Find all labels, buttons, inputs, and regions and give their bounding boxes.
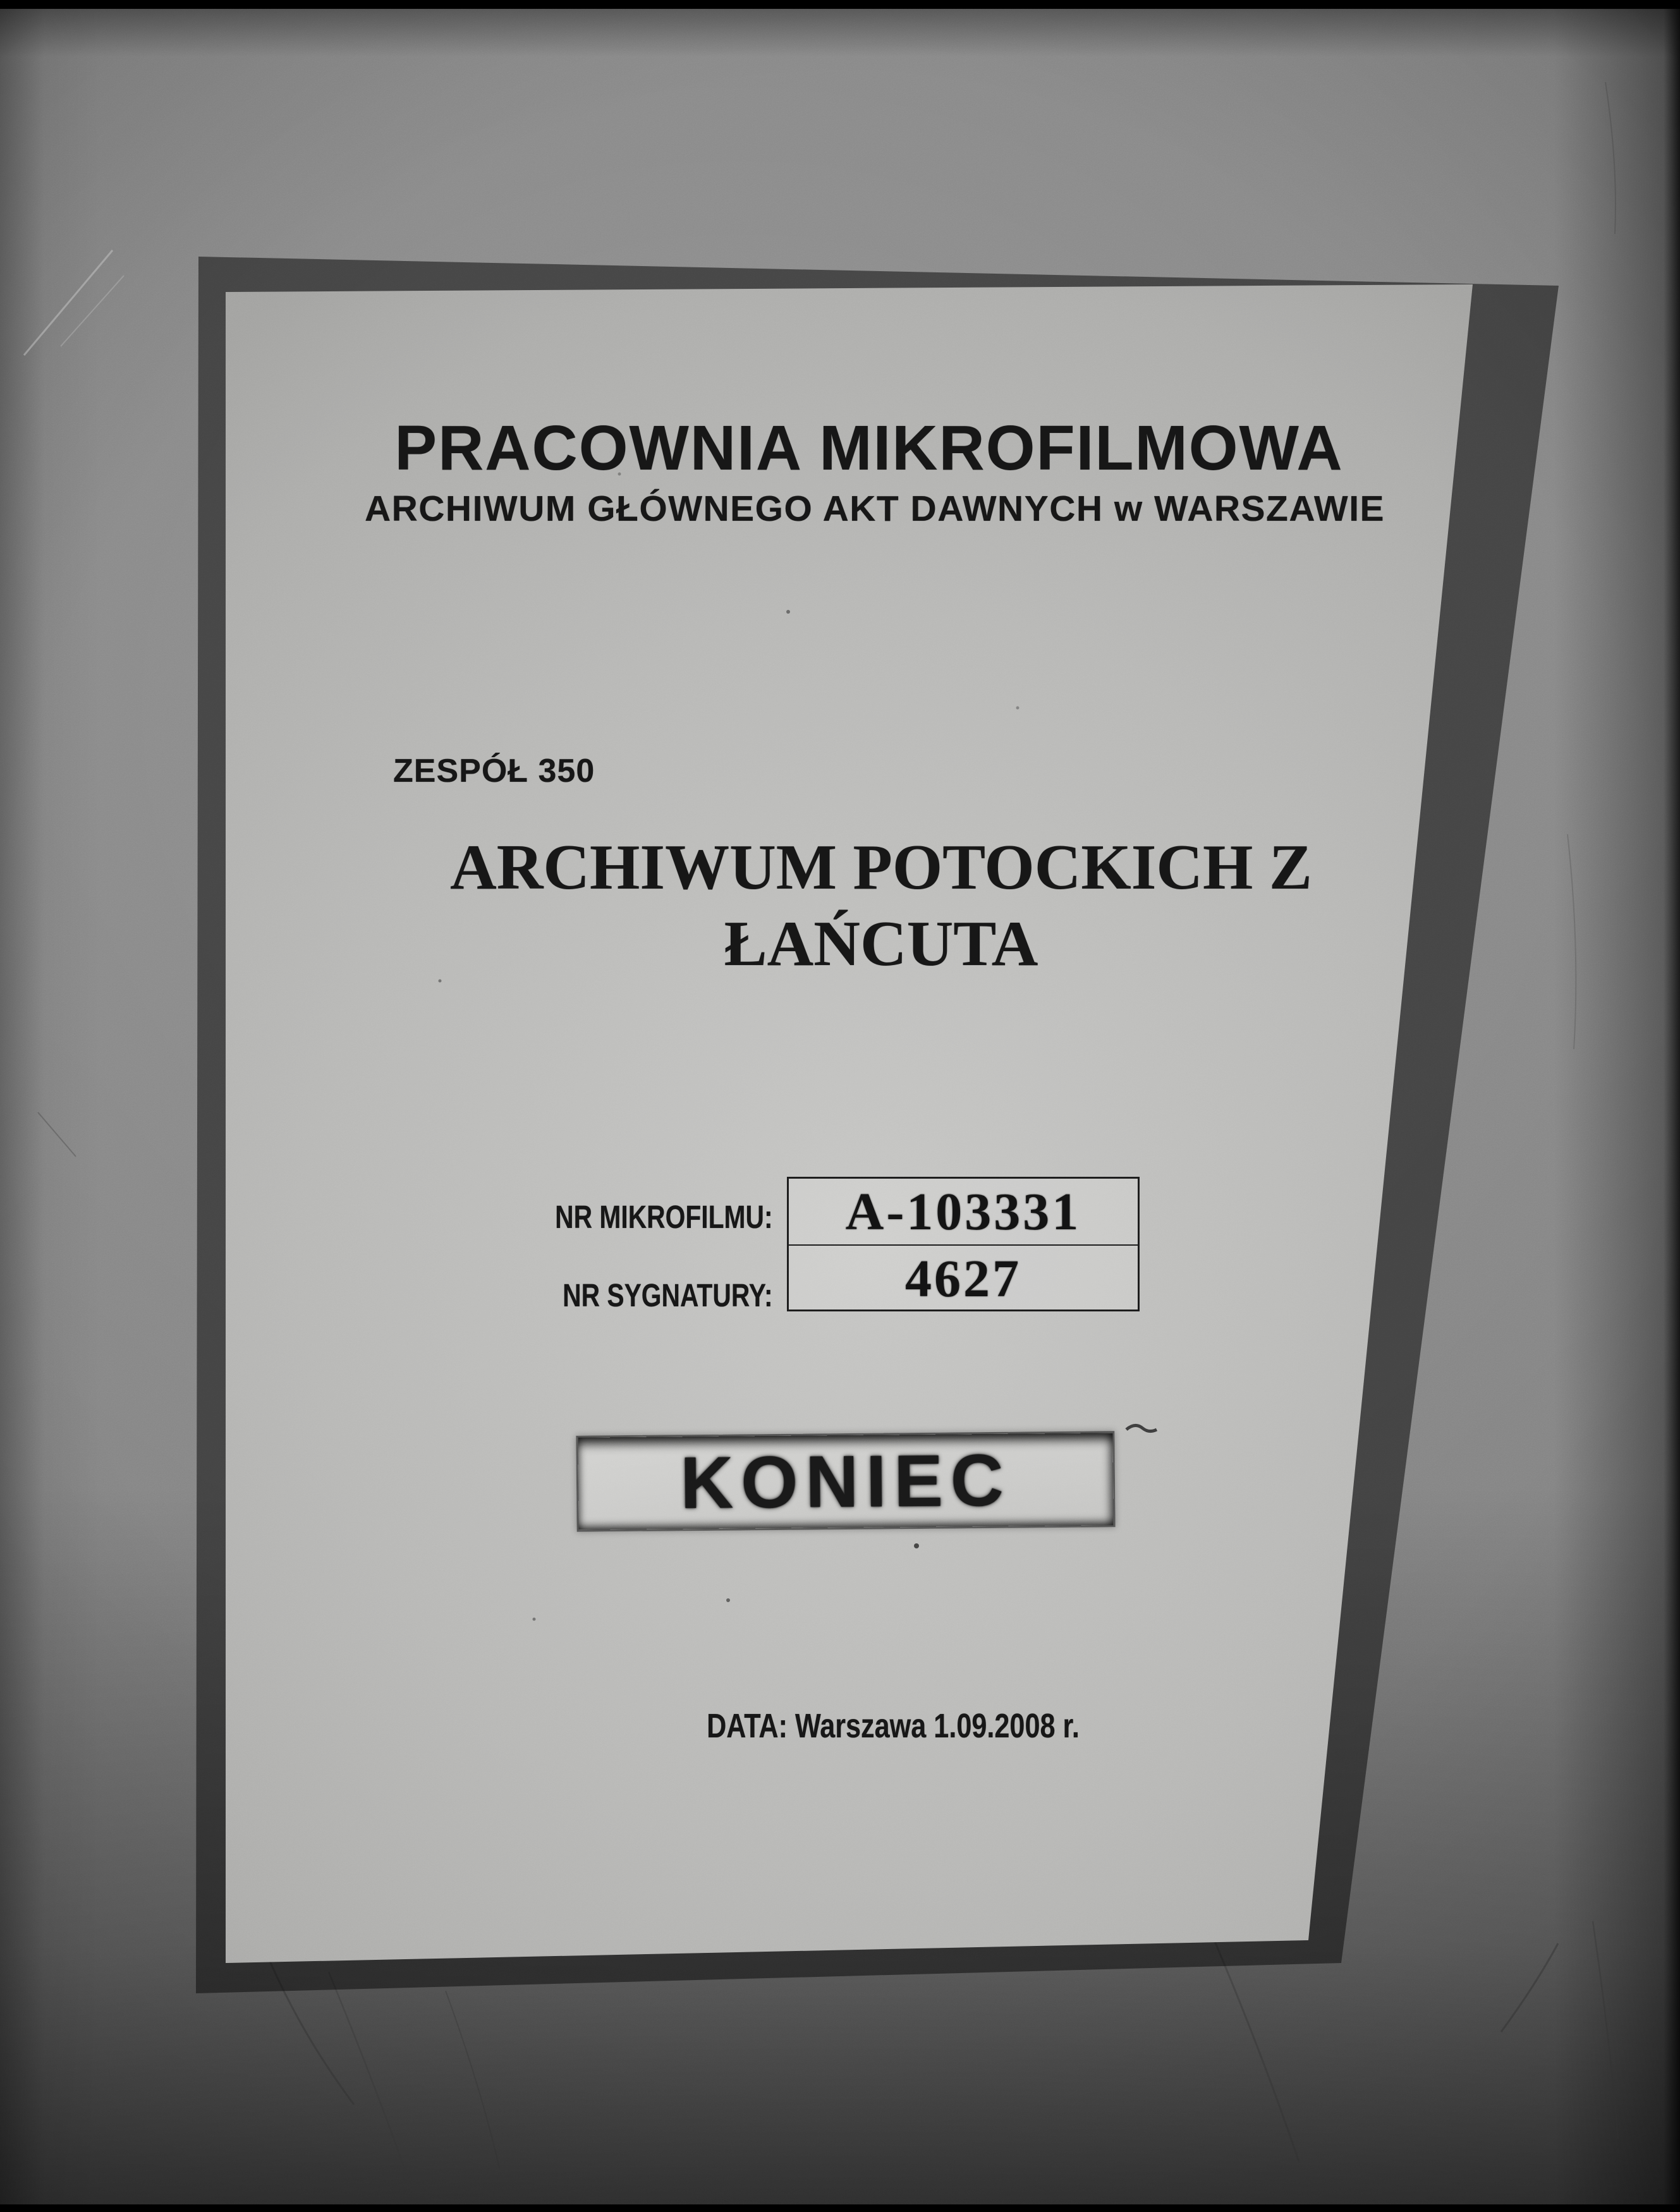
archive-name: ARCHIWUM GŁÓWNEGO AKT DAWNYCH w WARSZAWIE xyxy=(364,489,1385,529)
signature-number-value: 4627 xyxy=(905,1249,1021,1308)
document-title-line2: ŁAŃCUTA xyxy=(724,908,1038,980)
signature-number-label: NR SYGNATURY: xyxy=(563,1277,773,1313)
koniec-stamp-text: KONIEC xyxy=(679,1438,1012,1524)
fond-number: ZESPÓŁ 350 xyxy=(393,753,595,789)
koniec-end-label xyxy=(576,1431,1115,1531)
reference-numbers-box xyxy=(787,1177,1140,1311)
document-title xyxy=(450,829,1312,982)
workshop-title: PRACOWNIA MIKROFILMOWA xyxy=(394,413,1344,483)
film-edge-bottom xyxy=(0,2204,1680,2212)
film-edge-top xyxy=(0,0,1680,9)
microfilm-number-value: A-103331 xyxy=(789,1179,1138,1246)
document-title-line1: ARCHIWUM POTOCKICH Z xyxy=(450,832,1312,903)
date-line: DATA: Warszawa 1.09.2008 r. xyxy=(707,1707,1080,1745)
microfilm-number-label: NR MIKROFILMU: xyxy=(555,1199,773,1235)
